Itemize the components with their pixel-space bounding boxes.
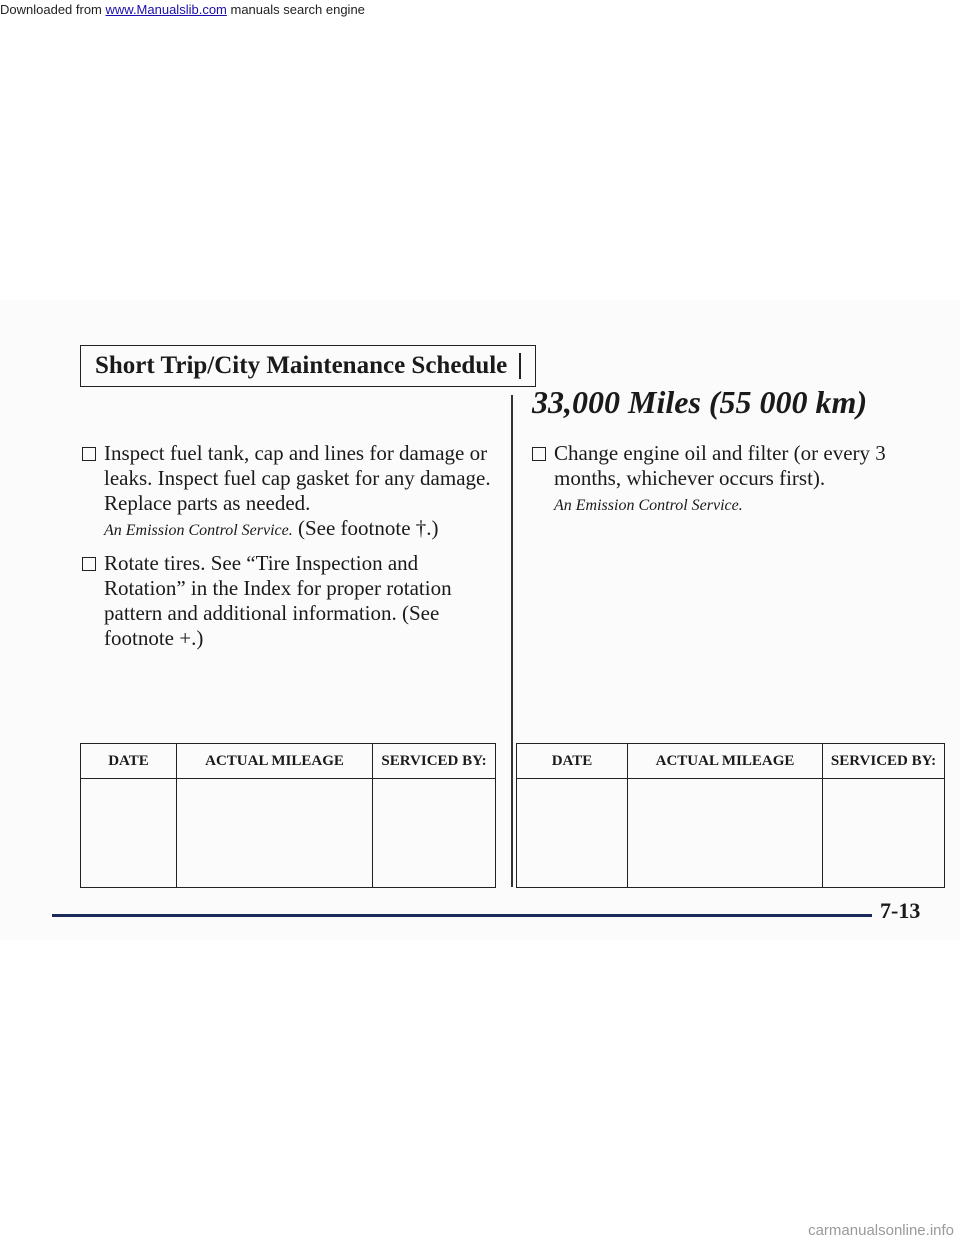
mileage-cell[interactable] bbox=[177, 779, 373, 888]
table-header-date: DATE bbox=[81, 744, 177, 779]
page-title: Short Trip/City Maintenance Schedule bbox=[95, 352, 508, 379]
table-header-serviced: SERVICED BY: bbox=[373, 744, 496, 779]
serviced-cell[interactable] bbox=[823, 779, 945, 888]
manualslib-link[interactable]: www.Manualslib.com bbox=[105, 2, 227, 17]
mileage-cell[interactable] bbox=[628, 779, 823, 888]
title-bar bbox=[519, 353, 521, 379]
column-divider bbox=[511, 395, 513, 887]
table-header-serviced: SERVICED BY: bbox=[823, 744, 945, 779]
item-text: Change engine oil and filter (or every 3 months, whichever occurs first). bbox=[554, 441, 886, 490]
footnote-ref: (See footnote †.) bbox=[292, 516, 439, 540]
serviced-cell[interactable] bbox=[373, 779, 496, 888]
right-column bbox=[532, 441, 932, 518]
footer-watermark: carmanualsonline.info bbox=[808, 1222, 954, 1239]
checkbox-icon[interactable] bbox=[532, 447, 546, 461]
service-record-table-right bbox=[516, 743, 945, 888]
checkbox-icon[interactable] bbox=[82, 447, 96, 461]
download-header bbox=[0, 2, 365, 17]
item-text: Inspect fuel tank, cap and lines for damage or leaks. Inspect fuel cap gasket for any damage. Replace parts as needed. bbox=[104, 441, 491, 515]
emission-note: An Emission Control Service. bbox=[104, 522, 293, 539]
service-record-table-left bbox=[80, 743, 496, 888]
emission-note: An Emission Control Service. bbox=[554, 497, 743, 514]
bottom-rule bbox=[52, 914, 872, 917]
header-suffix: manuals search engine bbox=[226, 2, 365, 17]
checklist-item bbox=[532, 441, 932, 518]
table-header-date: DATE bbox=[517, 744, 628, 779]
item-text: Rotate tires. See “Tire Inspection and Rotation” in the Index for proper rotation pattern and additional information. (See footnote +.) bbox=[104, 551, 452, 650]
table-header-mileage: ACTUAL MILEAGE bbox=[628, 744, 823, 779]
manual-page bbox=[0, 300, 960, 940]
date-cell[interactable] bbox=[81, 779, 177, 888]
table-header-mileage: ACTUAL MILEAGE bbox=[177, 744, 373, 779]
header-prefix: Downloaded from bbox=[0, 2, 106, 17]
checkbox-icon[interactable] bbox=[82, 557, 96, 571]
date-cell[interactable] bbox=[517, 779, 628, 888]
page-number: 7-13 bbox=[880, 898, 921, 923]
mileage-heading: 33,000 Miles (55 000 km) bbox=[532, 384, 868, 420]
left-column bbox=[82, 441, 502, 651]
checklist-item bbox=[82, 441, 502, 543]
section-title-box bbox=[80, 345, 536, 387]
checklist-item bbox=[82, 551, 502, 651]
